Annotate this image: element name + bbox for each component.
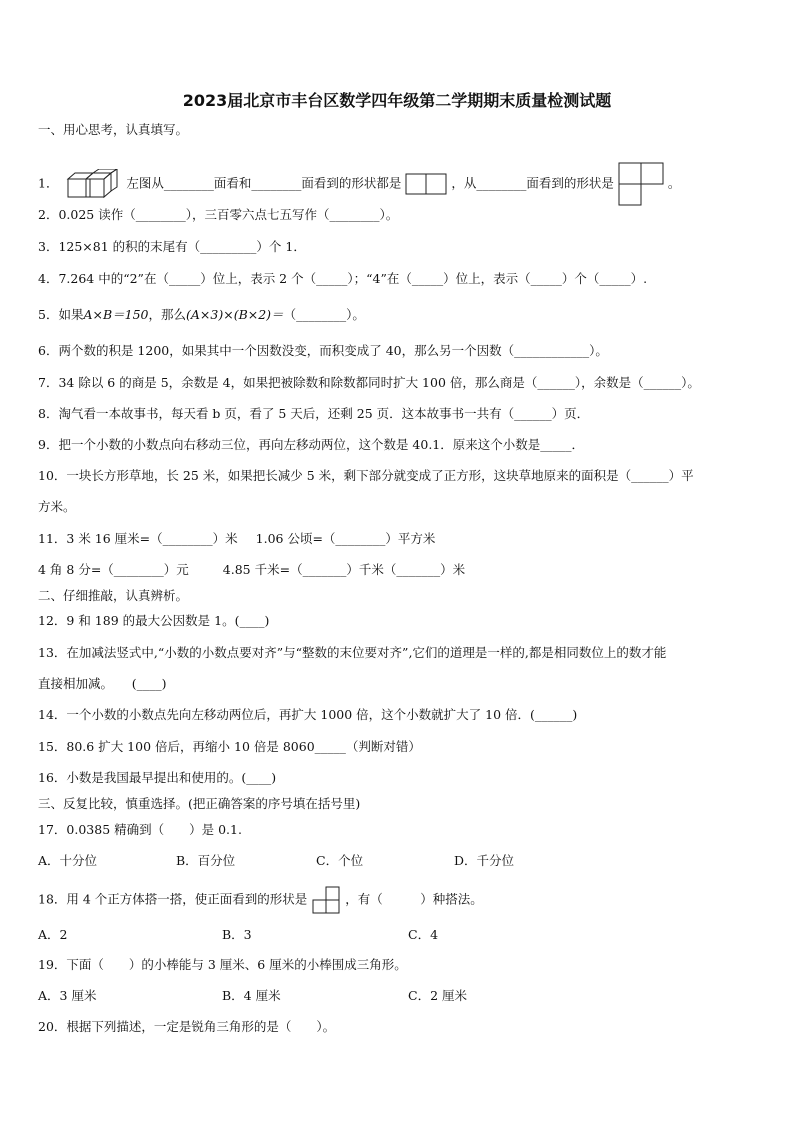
question-4: 4．7.264 中的“2”在（_____）位上，表示 2 个（_____）；“4”在（_____）位上，表示（_____）个（_____）. (38, 271, 648, 286)
question-3: 3．125×81 的积的末尾有（_________）个 1． (38, 239, 306, 254)
question-2: 2．0.025 读作（________），三百零六点七五写作（________）。 (38, 207, 399, 222)
section-3-heading: 三、反复比较，慎重选择。(把正确答案的序号填在括号里) (38, 796, 361, 811)
question-10-line-1: 10．一块长方形草地，长 25 米，如果把长减少 5 米，剩下部分就变成了正方形，这块草地原来的面积是（______）平 (38, 468, 694, 483)
q18-stem-b: ，有（ ）种搭法。 (345, 891, 483, 907)
question-18-options (38, 927, 438, 943)
q5-expression-1: A×B＝150 (83, 307, 149, 322)
question-6: 6．两个数的积是 1200，如果其中一个因数没变，而积变成了 40，那么另一个因数（____________）。 (38, 343, 608, 358)
q18-option-a: A．2 (38, 927, 68, 942)
q17-option-d: D．千分位 (454, 853, 515, 868)
q11-part-b: 1.06 公顷=（________）平方米 (255, 531, 436, 546)
q11-part-c: 4 角 8 分=（________）元 (38, 562, 189, 577)
q17-option-a: A．十分位 (38, 853, 98, 868)
two-squares-figure (405, 173, 447, 195)
question-13-line-1: 13．在加减法竖式中,“小数的小数点要对齐”与“整数的末位要对齐”,它们的道理是一样的,都是相同数位上的数才能 (38, 645, 667, 660)
q1-text-c: 。 (667, 175, 681, 191)
l-shape-figure (618, 162, 664, 206)
q5-lead: 5．如果 (38, 307, 84, 322)
question-16: 16．小数是我国最早提出和使用的。(____) (38, 770, 277, 785)
question-19: 19．下面（ ）的小棒能与 3 厘米、6 厘米的小棒围成三角形。 (38, 957, 407, 972)
q18-option-c: C．4 (408, 927, 439, 942)
question-10-line-2: 方米。 (38, 499, 76, 514)
question-5 (38, 307, 365, 323)
question-20: 20．根据下列描述，一定是锐角三角形的是（ ）。 (38, 1019, 336, 1034)
page-title: 2023届北京市丰台区数学四年级第二学期期末质量检测试题 (182, 91, 612, 110)
section-2-heading: 二、仔细推敲，认真辨析。 (38, 588, 189, 603)
q5-expression-2: (A×3)×(B×2)＝ (186, 307, 284, 322)
question-14: 14．一个小数的小数点先向左移动两位后，再扩大 1000 倍，这个小数就扩大了 10 倍．(______) (38, 707, 578, 722)
question-11-row-1 (38, 531, 435, 547)
q19-option-b: B．4 厘米 (222, 988, 281, 1003)
q18-option-b: B．3 (222, 927, 252, 942)
question-7: 7．34 除以 6 的商是 5，余数是 4，如果把被除数和除数都同时扩大 100 倍，那么商是（______），余数是（______）。 (38, 375, 700, 390)
q5-tail: （________）。 (283, 307, 365, 322)
question-17-options (38, 853, 514, 869)
question-1 (38, 162, 680, 206)
question-19-options (38, 988, 467, 1004)
q5-mid: ，那么 (148, 307, 187, 322)
q11-part-d: 4.85 千米=（_______）千米（_______）米 (222, 562, 466, 577)
q18-stem-a: 18．用 4 个正方体搭一搭，使正面看到的形状是 (38, 891, 308, 907)
q19-option-c: C．2 厘米 (408, 988, 467, 1003)
q17-option-b: B．百分位 (176, 853, 236, 868)
question-17: 17．0.0385 精确到（ ）是 0.1. (38, 822, 242, 837)
question-13-line-2: 直接相加减。 (____) (38, 676, 167, 691)
question-8: 8．淘气看一本故事书，每天看 b 页，看了 5 天后，还剩 25 页．这本故事书一共有（______）页． (38, 406, 590, 421)
question-12: 12．9 和 189 的最大公因数是 1。(____) (38, 613, 270, 628)
cube-stack-figure (66, 169, 122, 199)
q1-text-b: ，从________面看到的形状是 (451, 175, 614, 191)
question-9: 9．把一个小数的小数点向右移动三位，再向左移动两位，这个数是 40.1．原来这个小数是_____． (38, 437, 585, 452)
q1-number: 1． (38, 175, 59, 191)
question-11-row-2 (38, 562, 465, 578)
question-15: 15．80.6 扩大 100 倍后，再缩小 10 倍是 8060_____（判断对错） (38, 739, 421, 754)
front-view-figure (311, 886, 341, 914)
question-18 (38, 886, 483, 914)
section-1-heading: 一、用心思考，认真填写。 (38, 122, 189, 137)
q11-part-a: 11．3 米 16 厘米=（________）米 (38, 531, 238, 546)
q19-option-a: A．3 厘米 (38, 988, 97, 1003)
q17-option-c: C．个位 (316, 853, 364, 868)
q1-text-a: 左图从________面看和________面看到的形状都是 (126, 175, 402, 191)
